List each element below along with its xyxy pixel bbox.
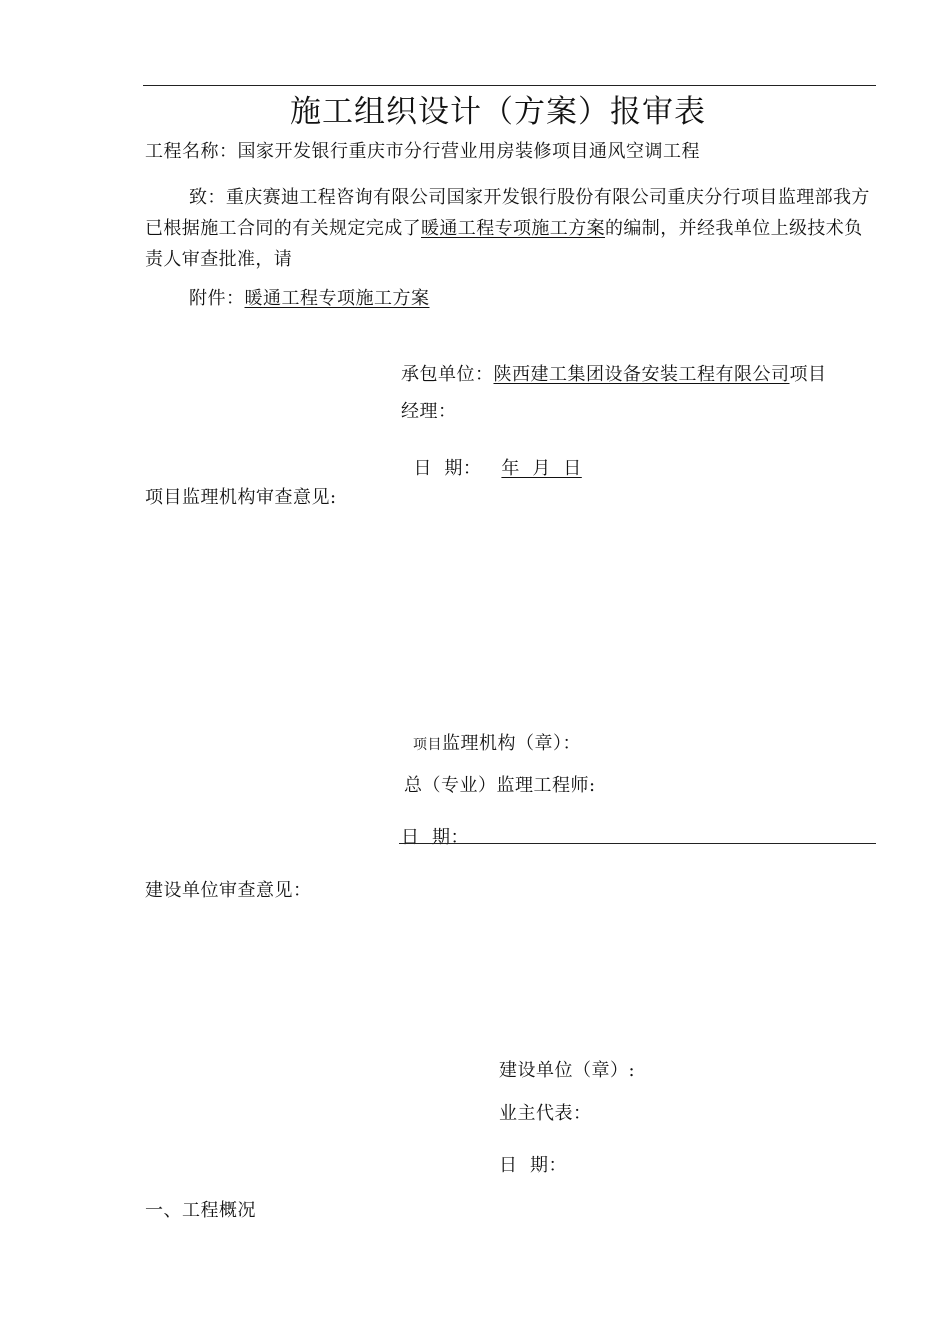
contractor-unit-line: [401, 360, 827, 386]
project-manager-label-part1: 项目: [789, 364, 827, 385]
contractor-date-label: 日 期：: [413, 458, 482, 479]
letter-body-b: 的编制，并经我单位上级技术负责人审查批准，请: [145, 218, 863, 270]
contractor-date-line: [401, 433, 582, 480]
contractor-unit-name: 陕西建工集团设备安装工程有限公司: [493, 364, 790, 385]
project-name-line: [145, 137, 700, 163]
project-label: 工程名称：: [145, 141, 238, 162]
supervision-org-line: [413, 729, 581, 755]
chief-engineer-label: 总（专业）监理工程师:: [404, 775, 596, 796]
owner-opinion-label: 建设单位审查意见：: [145, 880, 312, 901]
contractor-unit-label: 承包单位：: [401, 364, 494, 385]
owner-rep-label: 业主代表：: [499, 1103, 592, 1124]
supervision-opinion-label: 项目监理机构审查意见:: [145, 487, 337, 508]
owner-date-label: 日 期：: [499, 1155, 567, 1176]
letter-body-a: 国家开发银行股份有限公司重庆分行项目监理部我方已根据施工合同的有关规定完成了: [145, 187, 870, 239]
section-heading: 一、工程概况: [145, 1200, 256, 1221]
project-name: 国家开发银行重庆市分行营业用房装修项目通风空调工程: [237, 141, 700, 162]
letter-body: [145, 182, 880, 275]
owner-unit-label: 建设单位（章）:: [499, 1060, 636, 1081]
page-title: 施工组织设计（方案）报审表: [290, 94, 706, 130]
supervision-date-label: 日 期：: [401, 827, 469, 848]
supervision-org-small: 项目: [413, 737, 442, 753]
letter-to-company: 重庆赛迪工程咨询有限公司: [225, 187, 447, 208]
attachment-label: 附件：: [189, 288, 245, 309]
letter-to-prefix: 致：: [189, 187, 226, 208]
plan-name-link: 暖通工程专项施工方案: [421, 218, 605, 239]
supervision-date-underline: [399, 843, 876, 844]
attachment-line: [189, 284, 430, 310]
supervision-org-label: 监理机构（章）：: [442, 733, 581, 754]
contractor-date-value: 年 月 日: [501, 458, 582, 479]
project-manager-label: 经理：: [401, 401, 457, 422]
attachment-name: 暖通工程专项施工方案: [244, 288, 430, 309]
